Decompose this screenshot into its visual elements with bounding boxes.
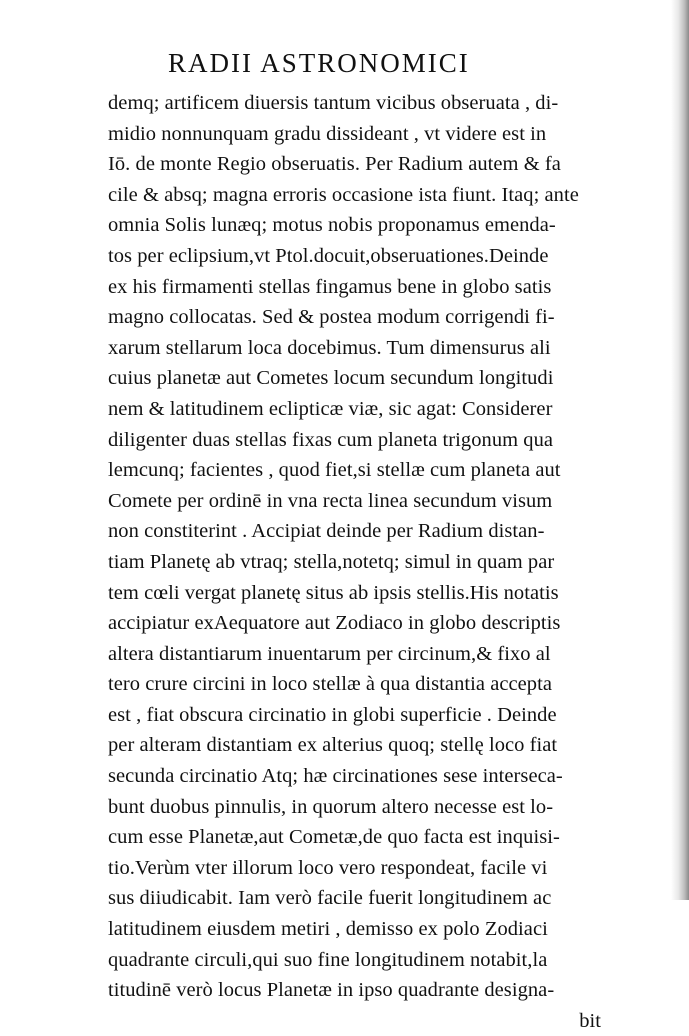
page-edge-shadow — [671, 0, 689, 900]
text-line: est , fiat obscura circinatio in globi superficie . Deinde — [108, 703, 557, 726]
text-line: demq; artificem diuersis tantum vicibus obseruata , di- — [108, 92, 559, 114]
text-line: midio nonnunquam gradu dissideant , vt videre est in — [108, 122, 547, 145]
body-text-block — [108, 88, 603, 1036]
text-line: quadrante circuli,qui suo fine longitudinem notabit,la — [108, 948, 548, 971]
text-line: bunt duobus pinnulis, in quorum altero necesse est lo- — [108, 795, 554, 818]
text-line: ex his firmamenti stellas fingamus bene in globo satis — [108, 275, 552, 298]
text-line: magno collocatas. Sed & postea modum corrigendi fi- — [108, 306, 555, 329]
text-line: per alteram distantiam ex alterius quoq; stellę loco fiat — [108, 734, 558, 757]
text-line: cile & absq; magna erroris occasione ista fiunt. Itaq; ante — [108, 183, 579, 206]
text-line: xarum stellarum loca docebimus. Tum dimensurus ali — [108, 336, 551, 359]
text-line: secunda circinatio Atq; hæ circinationes sese interseca- — [108, 765, 563, 788]
text-line: nem & latitudinem eclipticæ viæ, sic agat: Considerer — [108, 397, 553, 420]
text-line: Iō. de monte Regio obseruatis. Per Radium autem & fa — [108, 153, 561, 176]
text-line: diligenter duas stellas fixas cum planeta trigonum qua — [108, 428, 554, 451]
text-line: accipiatur exAequatore aut Zodiaco in globo descriptis — [108, 612, 561, 635]
text-line: lemcunq; facientes , quod fiet,si stellæ cum planeta aut — [108, 459, 561, 482]
text-line: altera distantiarum inuentarum per circinum,& fixo al — [108, 642, 551, 665]
running-head-title: RADII ASTRONOMICI — [168, 48, 470, 78]
text-line: cuius planetæ aut Cometes locum secundum longitudi — [108, 367, 554, 390]
text-line: tio.Verùm vter illorum loco vero respondeat, facile vi — [108, 856, 548, 879]
text-line: tiam Planetę ab vtraq; stella,notetq; simul in quam par — [108, 550, 555, 573]
text-line: tos per eclipsium,vt Ptol.docuit,obseruationes.Deinde — [108, 244, 549, 267]
text-line: non constiterint . Accipiat deinde per Radium distan- — [108, 520, 545, 543]
catchword: bit — [579, 1009, 601, 1032]
text-line: latitudinem eiusdem metiri , demisso ex polo Zodiaci — [108, 918, 548, 941]
text-line: omnia Solis lunæq; motus nobis proponamus emenda- — [108, 214, 556, 237]
text-line: cum esse Planetæ,aut Cometæ,de quo facta est inquisi- — [108, 826, 560, 849]
text-line: sus diiudicabit. Iam verò facile fuerit longitudinem ac — [108, 887, 552, 910]
text-line: Comete per ordinē in vna recta linea secundum visum — [108, 489, 553, 512]
text-line: titudinē verò locus Planetæ in ipso quadrante designa- — [108, 979, 555, 1002]
text-line: tero crure circini in loco stellæ à qua distantia accepta — [108, 673, 552, 696]
text-line: tem cœli vergat planetę situs ab ipsis stellis.His notatis — [108, 581, 559, 604]
